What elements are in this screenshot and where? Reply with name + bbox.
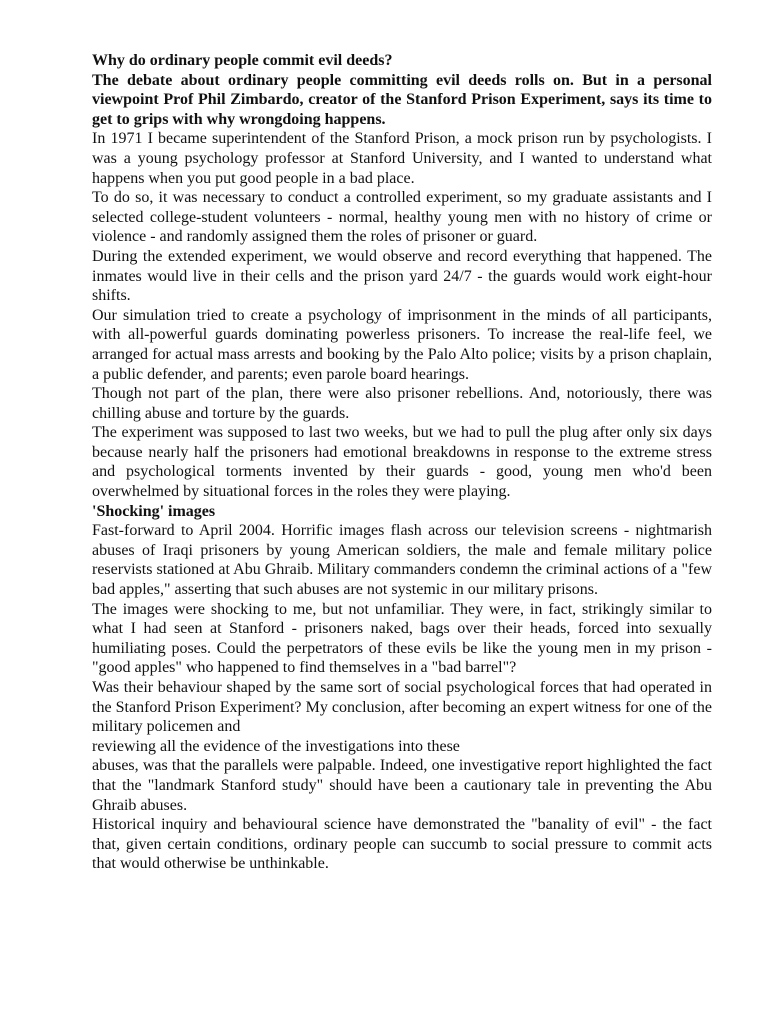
paragraph: Historical inquiry and behavioural science have demonstrated the "banality of evil" - the fact that, given certain conditions, ordinary people can succumb to social pressure to commit acts that would otherwise be unthinkable. xyxy=(92,816,712,873)
paragraph: abuses, was that the parallels were palpable. Indeed, one investigative report highlighted the fact that the "landmark Stanford study" should have been a cautionary tale in preventing the Abu Ghraib abuses. xyxy=(92,757,712,814)
paragraph: To do so, it was necessary to conduct a controlled experiment, so my graduate assistants and I selected college-student volunteers - normal, healthy young men with no history of crime or violence - and randomly assigned them the roles of prisoner or guard. xyxy=(92,189,712,246)
paragraph: In 1971 I became superintendent of the Stanford Prison, a mock prison run by psychologists. I was a young psychology professor at Stanford University, and I wanted to understand what happens when you put good people in a bad place. xyxy=(92,130,712,187)
paragraph: Fast-forward to April 2004. Horrific images flash across our television screens - nightmarish abuses of Iraqi prisoners by young American soldiers, the male and female military police reservists stationed at Abu Ghraib. Military commanders condemn the criminal actions of a "few bad apples," asserting that such abuses are not systemic in our military prisons. xyxy=(92,522,712,599)
article-standfirst: The debate about ordinary people committing evil deeds rolls on. But in a personal viewpoint Prof Phil Zimbardo, creator of the Stanford Prison Experiment, says its time to get to grips with why wrongdoing happens. xyxy=(92,71,712,128)
paragraph: Our simulation tried to create a psychology of imprisonment in the minds of all participants, with all-powerful guards dominating powerless prisoners. To increase the real-life feel, we arranged for actual mass arrests and booking by the Palo Alto police; visits by a prison chaplain, a public defender, and parents; even parole board hearings. xyxy=(92,306,712,383)
paragraph: The experiment was supposed to last two weeks, but we had to pull the plug after only six days because nearly half the prisoners had emotional breakdowns in response to the extreme stress and psychological torments invented by their guards - good, young men who'd been overwhelmed by situational forces in the roles they were playing. xyxy=(92,424,712,501)
paragraph: The images were shocking to me, but not unfamiliar. They were, in fact, strikingly similar to what I had seen at Stanford - prisoners naked, bags over their heads, forced into sexually humiliating poses. Could the perpetrators of these evils be like the young men in my prison - "good apples" who happened to find themselves in a "bad barrel"? xyxy=(92,600,712,677)
paragraph: During the extended experiment, we would observe and record everything that happened. The inmates would live in their cells and the prison yard 24/7 - the guards would work eight-hour shifts. xyxy=(92,247,712,305)
broken-line: reviewing all the evidence of the investigations into these xyxy=(92,737,460,755)
article xyxy=(92,51,712,874)
article-title: Why do ordinary people commit evil deeds? xyxy=(92,52,393,69)
section-subheading: 'Shocking' images xyxy=(92,502,216,520)
paragraph: Was their behaviour shaped by the same sort of social psychological forces that had operated in the Stanford Prison Experiment? My conclusion, after becoming an expert witness for one of the military policemen and xyxy=(92,679,712,736)
paragraph: Though not part of the plan, there were also prisoner rebellions. And, notoriously, there was chilling abuse and torture by the guards. xyxy=(92,385,712,422)
